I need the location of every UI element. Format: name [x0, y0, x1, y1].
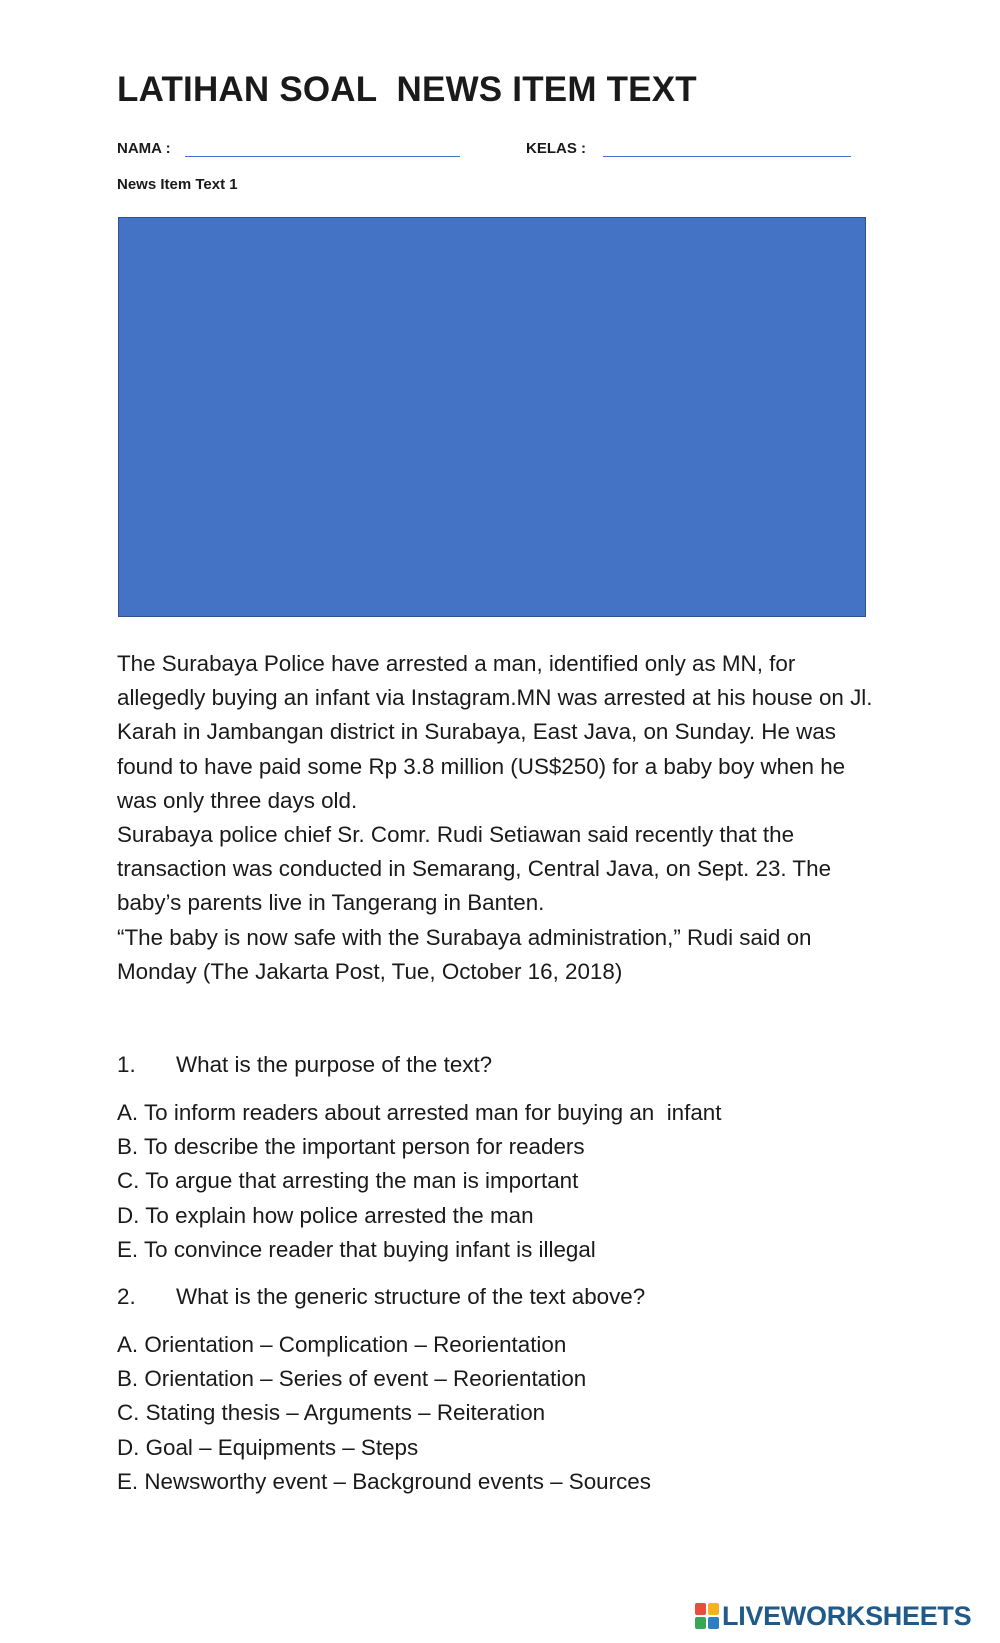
option-d[interactable]: D. Goal – Equipments – Steps [117, 1434, 419, 1460]
option-b[interactable]: B. To describe the important person for readers [117, 1134, 585, 1160]
section-label: News Item Text 1 [117, 176, 238, 193]
option-c[interactable]: C. Stating thesis – Arguments – Reiteration [117, 1400, 546, 1426]
class-label: KELAS : [526, 140, 586, 157]
name-field[interactable] [185, 134, 464, 156]
logo-square [708, 1603, 719, 1615]
option-b[interactable]: B. Orientation – Series of event – Reorientation [117, 1366, 587, 1392]
page-title: LATIHAN SOAL NEWS ITEM TEXT [117, 70, 697, 109]
option-e[interactable]: E. To convince reader that buying infant is illegal [117, 1236, 596, 1262]
question-text: What is the purpose of the text? [176, 1052, 493, 1077]
logo-square [695, 1603, 706, 1615]
option-a[interactable]: A. Orientation – Complication – Reorientation [117, 1332, 567, 1357]
class-field[interactable] [603, 134, 855, 156]
liveworksheets-logo-icon [695, 1603, 719, 1629]
article-paragraph: “The baby is now safe with the Surabaya administration,” Rudi said on Monday (The Jakarta Post, Tue, October 16, 2018) [117, 924, 812, 984]
article-paragraph: The Surabaya Police have arrested a man, identified only as MN, for allegedly buying an infant via Instagram.MN was arrested at his house on Jl. Karah in Jambangan district in Surabaya, East Java, on Sunday. He was found to have paid some Rp 3.8 million (US$250) for a baby boy when he was only three days old. [117, 651, 873, 813]
name-label: NAMA : [117, 140, 171, 157]
option-d[interactable]: D. To explain how police arrested the man [117, 1202, 534, 1228]
article-text [117, 647, 877, 989]
option-c[interactable]: C. To argue that arresting the man is important [117, 1168, 579, 1194]
question-2 [117, 1280, 645, 1314]
image-placeholder [118, 217, 866, 617]
article-paragraph: Surabaya police chief Sr. Comr. Rudi Setiawan said recently that the transaction was conducted in Semarang, Central Java, on Sept. 23. The baby’s parents live in Tangerang in Banten. [117, 822, 832, 916]
question-text: What is the generic structure of the text above? [176, 1284, 646, 1309]
name-underline [185, 156, 460, 157]
question-2-options [117, 1328, 651, 1499]
class-underline [603, 156, 851, 157]
option-a[interactable]: A. To inform readers about arrested man for buying an infant [117, 1100, 722, 1125]
logo-square [695, 1617, 706, 1629]
question-number: 1. [117, 1052, 136, 1077]
logo-square [708, 1617, 719, 1629]
question-1-options [117, 1096, 721, 1267]
logo-text: LIVEWORKSHEETS [722, 1600, 972, 1631]
question-1 [117, 1048, 492, 1082]
liveworksheets-logo [695, 1600, 971, 1632]
question-number: 2. [117, 1284, 136, 1309]
option-e[interactable]: E. Newsworthy event – Background events – Sources [117, 1468, 651, 1494]
